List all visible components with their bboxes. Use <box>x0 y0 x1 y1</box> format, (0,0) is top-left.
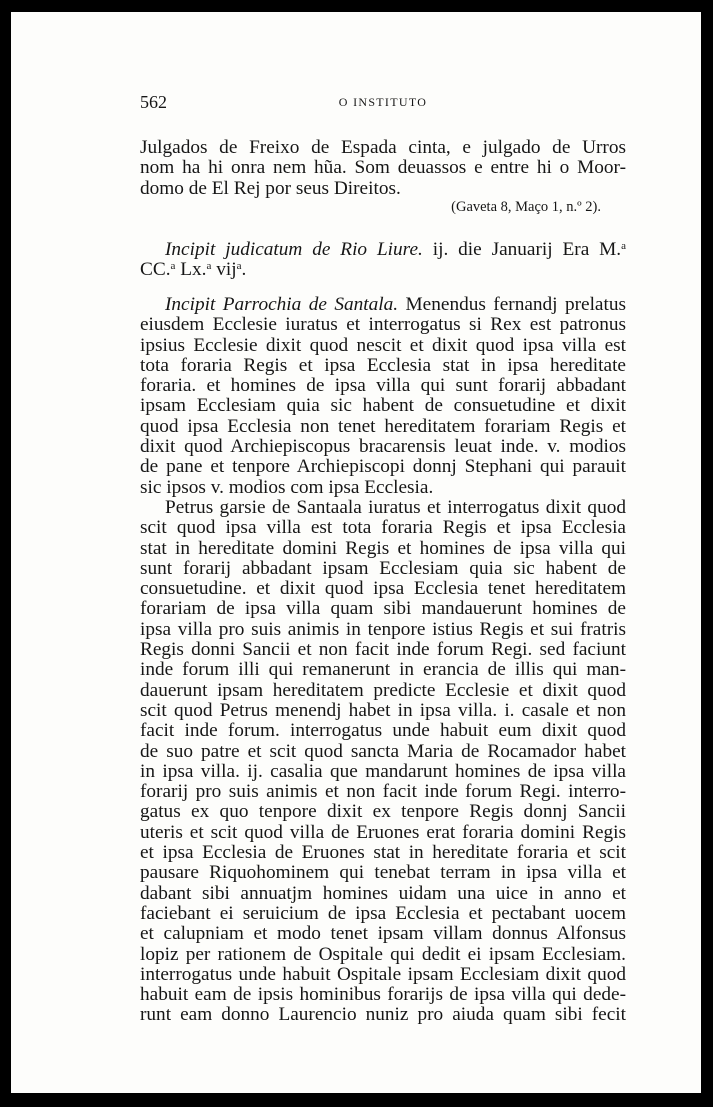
text-line: runt eam donno Laurencio nuniz pro aiuda quam sibi fecit <box>140 1004 626 1026</box>
text-line: dabant sibi annuatjm homines uidam una uice in anno et <box>140 882 626 904</box>
text-line: quod ipsa Ecclesia non tenet hereditatem forariam Regis et <box>140 415 626 437</box>
text-line: forariam de ipsa villa quam sibi mandauerunt homines de <box>140 598 626 620</box>
text-line: forarij pro suis animis et non facit inde forum Regi. interro- <box>140 781 626 803</box>
text-line: nom ha hi onra nem hũa. Som deuassos e entre hi o Moor- <box>140 157 626 179</box>
text-line: scit quod ipsa villa est tota foraria Regis et ipsa Ecclesia <box>140 517 626 539</box>
text-line: gatus ex quo tenpore dixit ex tenpore Regis donnj Sancii <box>140 801 626 823</box>
heading-italic: Incipit judicatum de Rio Liure. <box>165 239 423 260</box>
scanned-page <box>11 12 701 1093</box>
page-header <box>140 92 626 116</box>
text-line: dauerunt ipsam hereditatem predicte Ecclesie et dixit quod <box>140 679 626 701</box>
text-line: Petrus garsie de Santaala iuratus et interrogatus dixit quod <box>165 497 626 518</box>
text-line: de suo patre et scit quod sancta Maria de Rocamador habet <box>140 740 626 762</box>
text-line: ipsa villa pro suis animis in tenpore istius Regis et sui fratris <box>140 618 626 640</box>
running-title: O INSTITUTO <box>338 95 428 109</box>
paragraph-freixo <box>140 138 626 199</box>
text-line: stat in hereditate domini Regis et homines de ipsa villa qui <box>140 537 626 559</box>
text-line: interrogatus unde habuit Ospitale ipsam Ecclesiam dixit quod <box>140 963 626 985</box>
text-line: ipsius Ecclesie dixit quod nescit et dixit quod ipsa villa est <box>140 334 626 356</box>
text-line: consuetudine. et dixit quod ipsa Ecclesia tenet hereditatem <box>140 578 626 600</box>
page-number: 562 <box>140 92 167 112</box>
text-line: pausare Riquohominem qui tenebat terram in ipsa villa et <box>140 862 626 884</box>
text-line: in ipsa villa. ij. casalia que mandarunt homines de ipsa villa <box>140 760 626 782</box>
text-line: de pane et tenpore Archiepiscopi donnj Stephani qui parauit <box>140 456 626 478</box>
text-line: faciebant ei seruicium de ipsa Ecclesia et pectabant uocem <box>140 902 626 924</box>
text-line: lopiz per rationem de Ospitale qui dedit ei ipsam Ecclesiam. <box>140 943 626 965</box>
text-line: Incipit judicatum de Rio Liure. ij. die Januarij Era M.$^a$ <box>165 239 626 260</box>
text-line: inde forum illi qui remanerunt in erancia de illis qui man- <box>140 659 626 681</box>
text-line: sunt forarij abbadant ipsam Ecclesiam quia sic habent de <box>140 557 626 579</box>
parish-title: Incipit Parrochia de Santala. <box>165 294 399 315</box>
text-line: Incipit Parrochia de Santala. Menendus fernandj prelatus <box>165 294 626 315</box>
paragraph-santala <box>140 295 626 498</box>
text-line: ipsam Ecclesiam quia sic habent de consuetudine et dixit <box>140 395 626 417</box>
text-line: scit quod Petrus menendj habet in ipsa villa. i. casale et non <box>140 699 626 721</box>
heading-rio-liure <box>140 240 626 281</box>
archive-reference: (Gaveta 8, Maço 1, n.º 2). <box>451 199 601 215</box>
text-line: tota foraria Regis et ipsa Ecclesia stat in ipsa hereditate <box>140 354 626 376</box>
text-line: habuit eam de ipsis hominibus forarijs de ipsa villa qui dede- <box>140 984 626 1006</box>
text-line: et calupniam et modo tenet ipsam villam donnus Alfonsus <box>140 923 626 945</box>
text-line: Julgados de Freixo de Espada cinta, e julgado de Urros <box>140 137 626 158</box>
text-line: dixit quod Archiepiscopus bracarensis leuat inde. v. modios <box>140 436 626 458</box>
text-line: CC.$^a$ Lx.$^a$ vij$^a$. <box>140 259 247 281</box>
text-line: et ipsa Ecclesia de Eruones stat in hereditate foraria et scit <box>140 842 626 864</box>
text-line: Regis donni Sancii et non facit inde forum Regi. sed faciunt <box>140 639 626 661</box>
text-line: eiusdem Ecclesie iuratus et interrogatus si Rex est patronus <box>140 314 626 336</box>
text-line: facit inde forum. interrogatus unde habuit eum dixit quod <box>140 720 626 742</box>
text-line: domo de El Rej por seus Direitos. <box>140 177 401 199</box>
text-line: foraria. et homines de ipsa villa qui sunt forarij abbadant <box>140 375 626 397</box>
text-line: sic ipsos v. modios com ipsa Ecclesia. <box>140 476 434 498</box>
heading-date: ij. die Januarij Era M. <box>422 239 622 260</box>
text-line: uteris et scit quod villa de Eruones erat foraria domini Regis <box>140 821 626 843</box>
paragraph-petrus <box>140 498 626 1026</box>
